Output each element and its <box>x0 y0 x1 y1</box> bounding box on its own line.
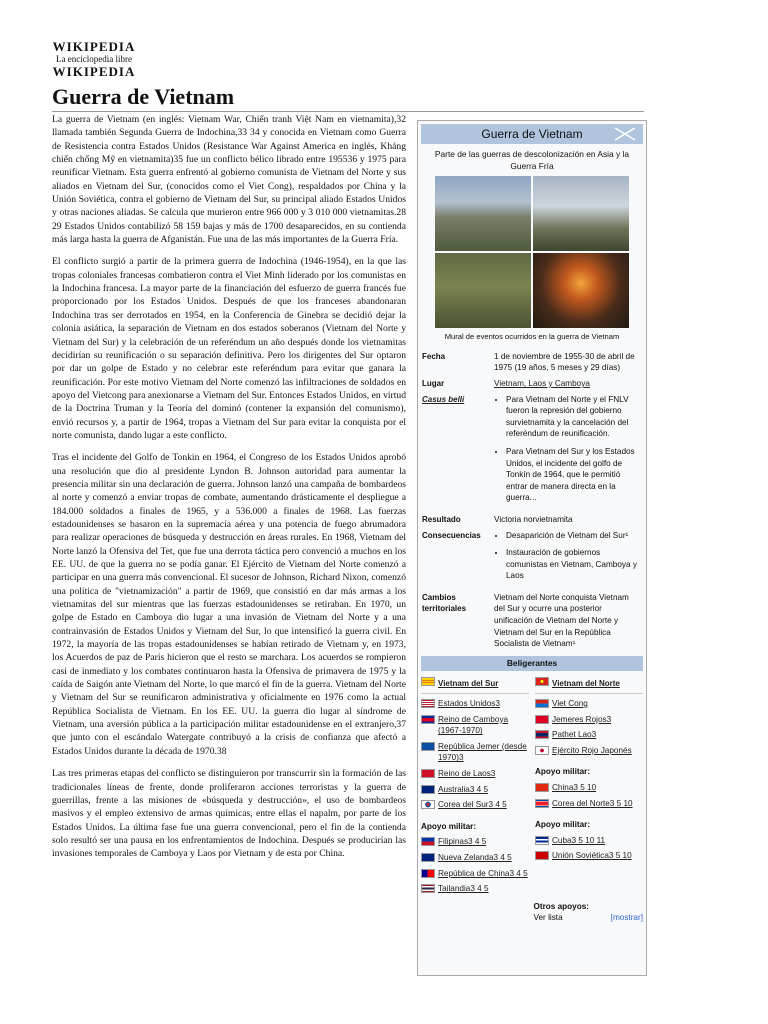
flag-icon <box>421 699 435 708</box>
others-support-label: Otros apoyos: <box>533 901 590 911</box>
flag-icon <box>535 783 549 792</box>
list-item: • Para Vietnam del Norte y el FNLV fueron la represión del gobierno survietnamita y la cancelación del referéndum de reunificación. <box>506 394 642 440</box>
row-fecha <box>418 349 646 376</box>
list-item[interactable] <box>421 852 529 864</box>
belligerents-columns <box>418 674 646 894</box>
row-label: Consecuencias <box>422 530 481 540</box>
entry-label: Ejército Rojo Japonés <box>552 745 632 755</box>
row-label: Cambios territoriales <box>422 592 467 614</box>
flag-icon <box>421 837 435 846</box>
row-label: Resultado <box>422 514 461 524</box>
support-label: Apoyo militar: <box>421 821 477 831</box>
logo-word: WIKIPEDIA <box>52 39 136 54</box>
others-label <box>421 901 531 924</box>
row-resultado <box>418 512 646 528</box>
paragraph-origin: El conflicto surgió a partir de la primera guerra de Indochina (1946-1954), en la que las tropas coloniales francesas combatieron contra el Viet Minh liderado por los comunistas en la Indochina francesa. La mayor parte de la financiación del esfuerzo de guerra francés fue proporcionado por los Estados Unidos. Después de que los franceses abandonaran Indochina tras ser derrotados en 1954, en la Conferencia de Ginebra se decidió dejar la colonia asiática, la separación de Vietnam en dos estados soberanos (Vietnam del Norte y Vietnam del Sur) y la celebración de un referéndum un año después donde los vietnamitas decidirían su reunificación o su separación definitiva. Pero los dirigentes del Sur optaron por dar un golpe de Estado y no celebrar este referéndum para evitar que ganara la reunificación. Por este motivo Vietnam del Norte comenzó las infiltraciones de soldados en apoyo del Vietcong para anexionarse a Vietnam del Sur. Entonces Estados Unidos, en virtud de la Doctrina Truman y la Teoría del dominó (contener la expansión del comunismo), envió recursos y, a partir de 1964, tropas a Vietnam del Sur para evitar la conquista por el norte comunista, dando lugar a este conflicto. <box>52 256 406 441</box>
flag-icon <box>535 730 549 739</box>
wikipedia-logo[interactable] <box>52 40 136 78</box>
mural-photo-soldiers <box>435 176 531 251</box>
entry-label: Cuba3 5 10 11 <box>552 835 606 845</box>
row-label: Lugar <box>422 378 445 388</box>
entry-label: Estados Unidos3 <box>438 699 500 709</box>
belligerents-right <box>532 674 646 894</box>
mural-photo-troops <box>435 253 531 328</box>
entry-label: China3 5 10 <box>552 783 597 792</box>
list-item[interactable] <box>421 799 529 811</box>
belligerents-header: Beligerantes <box>421 656 643 672</box>
flag-icon <box>421 785 435 794</box>
column-head[interactable] <box>421 674 529 694</box>
logo-tagline: La enciclopedia libre <box>56 54 132 64</box>
crossed-swords-icon <box>613 126 637 142</box>
list-item[interactable] <box>421 883 529 895</box>
entry-label: Unión Soviética3 5 10 <box>552 851 632 861</box>
flag-icon <box>421 853 435 862</box>
mural-photo-helicopters <box>533 176 629 251</box>
column-head-label: Vietnam del Sur <box>438 679 499 689</box>
page-title: Guerra de Vietnam <box>52 84 235 109</box>
row-cambios <box>418 590 646 652</box>
flag-icon <box>535 746 549 755</box>
row-lugar <box>418 376 646 392</box>
list-item[interactable] <box>535 782 643 794</box>
column-head[interactable] <box>535 674 643 694</box>
logo-word-2: WIKIPEDIA <box>52 64 136 79</box>
list-item: • Para Vietnam del Sur y los Estados Unidos, el incidente del golfo de Tonkín de 1964, que le permitió entrar de manera directa en la guerra... <box>506 446 642 504</box>
entry-label: Jemeres Rojos3 <box>552 714 612 724</box>
list-item: • Instauración de gobiernos comunistas en Vietnam, Camboya y Laos <box>506 547 642 582</box>
list-item[interactable] <box>535 798 643 810</box>
list-item[interactable] <box>535 714 643 726</box>
entry-label: Viet Cong <box>552 699 588 709</box>
flag-icon <box>421 742 435 751</box>
infobox-subtitle: Parte de las guerras de descolonización en Asia y la Guerra Fría <box>434 149 630 171</box>
flag-icon <box>535 799 549 808</box>
others-row <box>418 895 646 924</box>
entry-label: República de China3 4 5 <box>438 868 528 878</box>
list-item[interactable] <box>421 768 529 780</box>
infobox <box>417 120 647 976</box>
list-item[interactable] <box>421 784 529 796</box>
row-consecuencias <box>418 528 646 590</box>
entry-label: Reino de Camboya (1967-1970) <box>438 714 509 736</box>
others-right <box>531 901 644 924</box>
paragraph-intro: La guerra de Vietnam (en inglés: Vietnam War, Chiến tranh Việt Nam en vietnamita),32 llamada también Segunda Guerra de Indochina,33 34 y conocida en Vietnam como Guerra de Resistencia contra Estados Unidos (Resistance War Against America en inglés, Kháng chiến chống Mỹ en vietnamita)35 fue un conflicto bélico librado entre 195536 y 1975 para reunificar Vietnam. Esta guerra enfrentó al gobierno comunista de Vietnam del Norte y sus aliados en Vietnam del Sur, (conocidos como el Viet Cong), respaldados por China y la Unión Soviética, contra el gobierno de Vietnam del Sur, su principal aliado Estados Unidos y otras naciones aliadas. Se calcula que murieron entre 966 000 y 3 010 000 vietnamitas.28 29 Estados Unidos contabilizó 58 159 bajas y más de 1700 desaparecidos, en su contienda más larga hasta la guerra de Afganistán. Fue una de las más importantes de la Guerra Fría. <box>52 114 406 246</box>
list-item[interactable] <box>535 835 643 847</box>
list-item[interactable] <box>421 836 529 848</box>
column-head-label: Vietnam del Norte <box>552 679 620 689</box>
list-item[interactable] <box>421 698 529 710</box>
entry-label: República Jemer (desde 1970)3 <box>438 741 527 763</box>
list-item[interactable] <box>421 868 529 880</box>
list-item[interactable] <box>535 745 643 757</box>
paragraph-stages: Las tres primeras etapas del conflicto se distinguieron por transcurrir sin la formación de las tradicionales líneas de frente, donde proliferaron acciones terroristas y la guerra de guerrillas, frente a las misiones de «búsqueda y destrucción», el uso de bombardeos masivos y el empleo extensivo de armas químicas, entre ellas el napalm, por parte de los Estados Unidos. La última fase fue una guerra convencional, pero el fin de la contienda solo resultó ser una pausa en los enfrentamientos de Indochina. Después se producirían las invasiones temporales de Camboya y Laos por Vietnam y de esta por China. <box>52 768 406 860</box>
flag-icon <box>421 715 435 724</box>
entry-label: Corea del Norte3 5 10 <box>552 798 633 808</box>
list-item[interactable] <box>535 729 643 741</box>
flag-icon <box>421 884 435 893</box>
flag-icon <box>535 677 549 686</box>
flag-icon <box>421 800 435 809</box>
flag-icon <box>535 699 549 708</box>
flag-icon <box>421 869 435 878</box>
list-item: • Desaparición de Vietnam del Sur¹ <box>506 530 642 542</box>
infobox-title <box>421 124 643 144</box>
row-label: Fecha <box>422 351 446 361</box>
show-toggle[interactable]: [mostrar] <box>610 913 643 923</box>
entry-label: Pathet Lao3 <box>552 730 597 740</box>
list-item[interactable] <box>535 698 643 710</box>
flag-icon <box>535 851 549 860</box>
row-value: 1 de noviembre de 1955-30 de abril de 1975 (19 años, 5 meses y 29 días) <box>494 351 635 373</box>
mural-photo-fire <box>533 253 629 328</box>
entry-label: Tailandia3 4 5 <box>438 884 489 894</box>
row-value: Victoria norvietnamita <box>494 514 573 524</box>
flag-icon <box>535 715 549 724</box>
infobox-title-text: Guerra de Vietnam <box>481 127 583 141</box>
paragraph-escalation: Tras el incidente del Golfo de Tonkin en 1964, el Congreso de los Estados Unidos aprobó una resolución que dio al presidente Lyndon B. Johnson autoridad para aumentar la presencia militar sin una declaración de guerra. Johnson lanzó una campaña de bombardeos al norte y comenzó a enviar tropas de combate, aumentando drásticamente el despliegue a 184.000 soldados a finales de 1965, y a 536.000 a finales de 1968. Las fuerzas estadounidenses se basaron en la supremacía aérea y una potencia de fuego abrumadora para realizar operaciones de búsqueda y destrucción en áreas rurales. En 1968, Vietnam del Norte lanzó la Ofensiva del Tet, que fue una derrota táctica pero convenció a muchos en los EE. UU. de que la guerra no se podía ganar. El Ejército de Vietnam del Norte comenzó a participar en una guerra más convencional. El sucesor de Johnson, Richard Nixon, comenzó una política de "vietnamización" a partir de 1969, que consistió en dar más armas a los vietnamitas del sur mientras que las fuerzas estadounidenses se retiraban. En 1970, un golpe de Estado en Camboya dio lugar a una invasión de Vietnam del Norte y a una contrainvasión de Estados Unidos y Vietnam del Sur, lo que intensificó la guerra civil. En 1972, la mayoría de las tropas estadounidenses se habían retirado de Vietnam y, en 1973, los Acuerdos de paz de París hicieron que el resto se marchara. Los acuerdos se rompieron casi de inmediato y los combates continuaron hasta la Ofensiva de primavera de 1975 y la caída de Saigón ante Vietnam del Norte, lo que marcó el fin de la guerra. Vietnam del Norte y Vietnam del Sur se reunificaron administrativa y oficialmente en 1976 como la actual República Socialista de Vietnam. En los EE. UU. la guerra dio lugar al síndrome de Vietnam, una aversión pública a la participación militar estadounidense en el extranjero,37 que junto con el escándalo Watergate contribuyó a la crisis de confianza que afectó a Estados Unidos durante la década de 1970.38 <box>52 452 406 757</box>
title-divider <box>52 111 644 112</box>
entry-label: Filipinas3 4 5 <box>438 837 487 847</box>
row-value: Vietnam del Norte conquista Vietnam del Sur y ocurre una posterior unificación de Vietnam del Norte y Vietnam del Sur en la República Socialista de Vietnam¹ <box>494 592 629 649</box>
entry-label: Corea del Sur3 4 5 <box>438 800 507 810</box>
row-casus-belli <box>418 392 646 512</box>
entry-label: Australia3 4 5 <box>438 784 489 794</box>
list-item[interactable] <box>421 714 529 737</box>
row-value-link[interactable]: Vietnam, Laos y Camboya <box>494 378 590 388</box>
belligerents-left <box>418 674 532 894</box>
list-item[interactable] <box>535 850 643 862</box>
entry-label: Reino de Laos3 <box>438 769 496 778</box>
list-item[interactable] <box>421 741 529 764</box>
flag-icon <box>421 677 435 686</box>
support-label: Apoyo militar: <box>535 767 591 777</box>
see-list-label: Ver lista <box>533 913 563 923</box>
flag-icon <box>421 769 435 778</box>
casus-belli-link[interactable]: Casus belli <box>422 394 465 404</box>
article-body <box>52 113 406 870</box>
mural-caption: Mural de eventos ocurridos en la guerra de Vietnam <box>444 332 620 342</box>
support-label: Apoyo militar: <box>535 820 591 830</box>
flag-icon <box>535 836 549 845</box>
mural-image[interactable] <box>435 176 629 328</box>
entry-label: Nueva Zelanda3 4 5 <box>438 852 512 862</box>
